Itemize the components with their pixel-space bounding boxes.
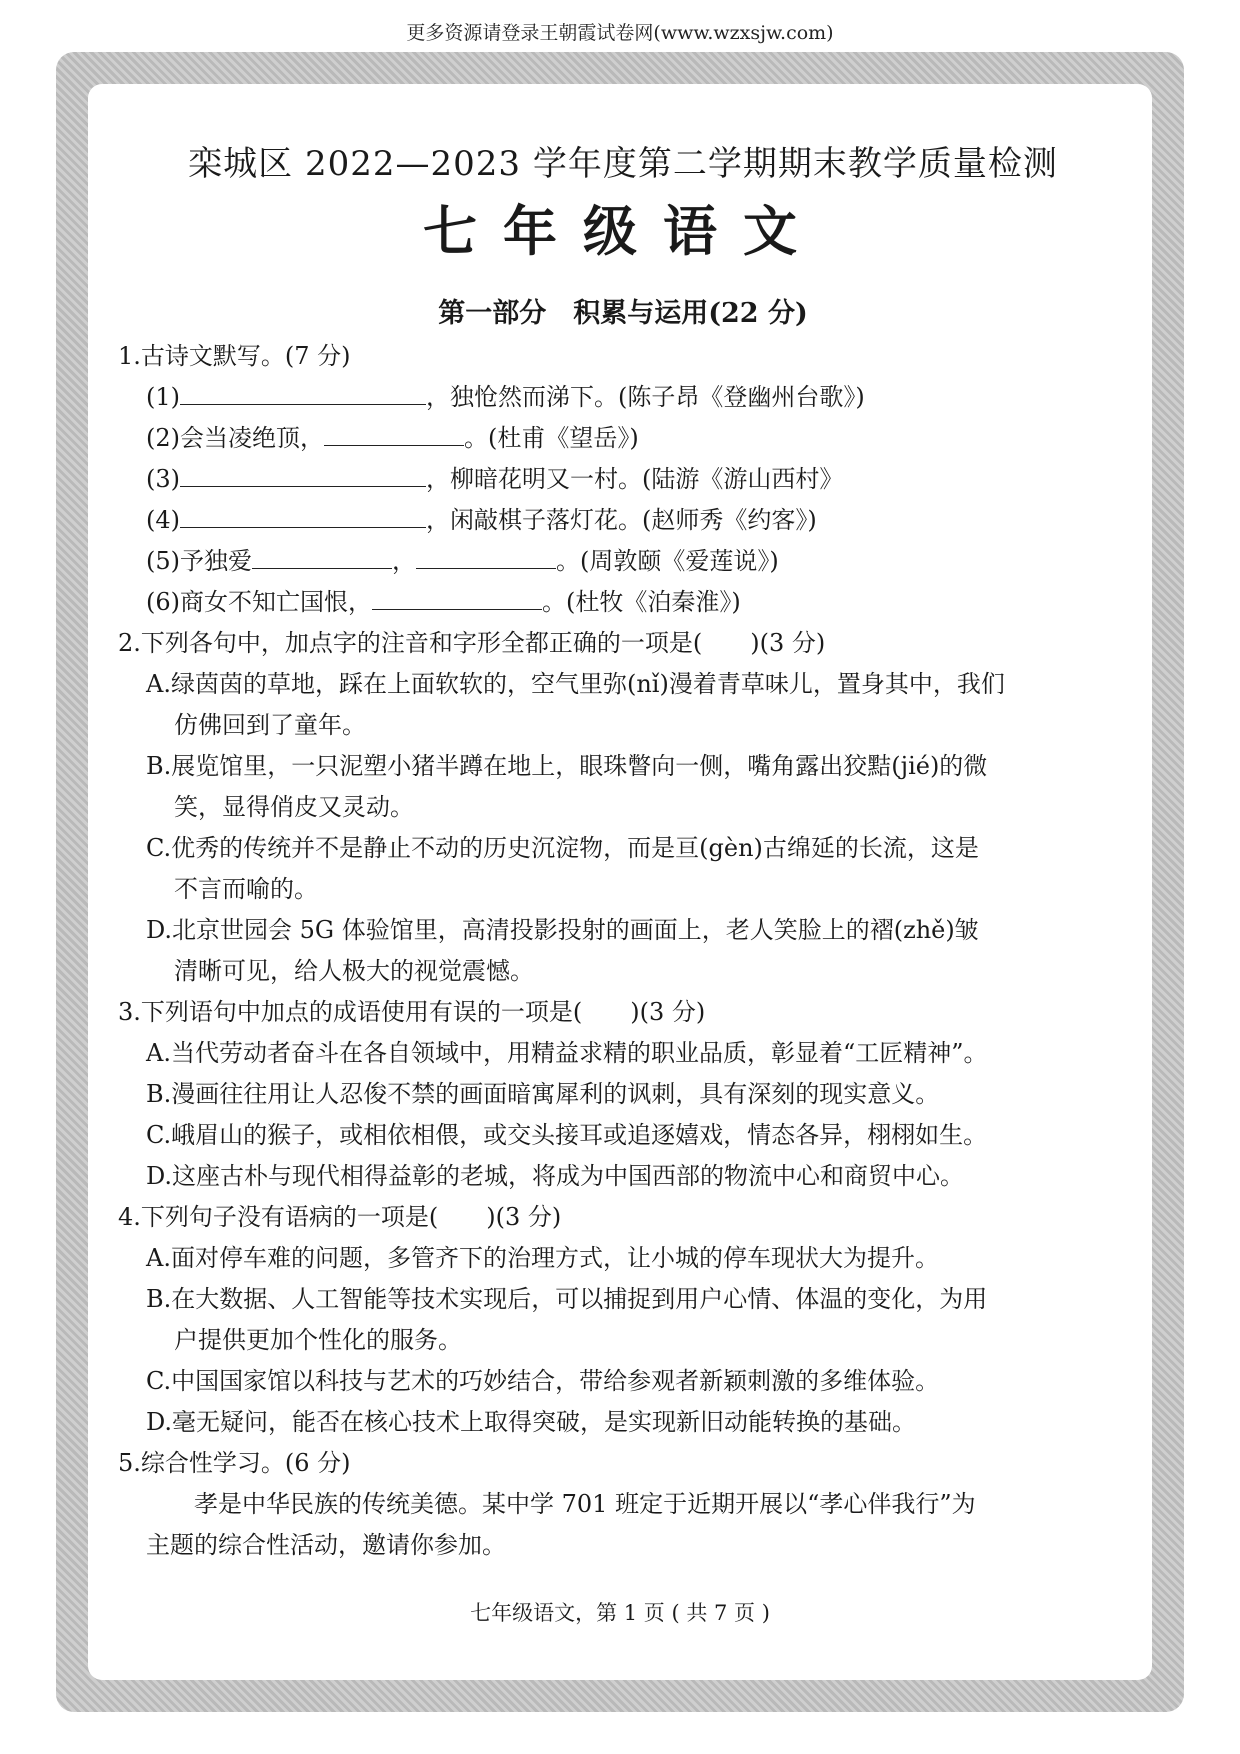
fill-item-6 [146,582,1128,623]
question-3 [118,992,1128,1197]
option-d: D.毫无疑问，能否在核心技术上取得突破，是实现新旧动能转换的基础。 [146,1408,917,1436]
option-a: A.绿茵茵的草地，踩在上面软软的，空气里弥(nǐ)漫着青草味儿，置身其中，我们 [146,670,1005,698]
page-footer: 七年级语文，第 1 页 ( 共 7 页 ) [470,1601,770,1625]
item-separator: ， [392,547,416,575]
item-prefix: (2)会当凌绝顶， [146,424,324,452]
option-d: D.北京世园会 5G 体验馆里，高清投影投射的画面上，老人笑脸上的褶(zhě)皱 [146,916,979,944]
question-5 [118,1443,1128,1566]
option-b-cont: 笑，显得俏皮又灵动。 [174,793,414,821]
exam-content [118,140,1128,1566]
option-c: C.优秀的传统并不是静止不动的历史沉淀物，而是亘(gèn)古绵延的长流，这是 [146,834,979,862]
exam-title: 栾城区 2022—2023 学年度第二学期期末教学质量检测 [188,144,1058,184]
question-stem: 5.综合性学习。(6 分) [118,1449,351,1477]
answer-blank[interactable] [180,378,426,405]
question-stem: 3.下列语句中加点的成语使用有误的一项是( )(3 分) [118,998,706,1026]
subject-title: 七年级语文 [423,199,823,263]
question-stem: 2.下列各句中，加点字的注音和字形全都正确的一项是( )(3 分) [118,629,826,657]
item-suffix: ，闲敲棋子落灯花。(赵师秀《约客》) [426,506,817,534]
item-suffix: ，柳暗花明又一村。(陆游《游山西村》 [426,465,844,493]
fill-item-5 [146,541,1128,582]
item-prefix: (1) [146,383,180,411]
fill-item-1 [146,377,1128,418]
fill-item-2 [146,418,1128,459]
item-suffix: 。(杜牧《泊秦淮》) [542,588,741,616]
option-b: B.漫画往往用让人忍俊不禁的画面暗寓犀利的讽刺，具有深刻的现实意义。 [146,1080,940,1108]
fill-item-3 [146,459,1128,500]
option-b: B.展览馆里，一只泥塑小猪半蹲在地上，眼珠瞥向一侧，嘴角露出狡黠(jié)的微 [146,752,988,780]
option-c: C.峨眉山的猴子，或相依相偎，或交头接耳或追逐嬉戏，情态各异，栩栩如生。 [146,1121,988,1149]
item-prefix: (6)商女不知亡国恨， [146,588,372,616]
question-stem: 4.下列句子没有语病的一项是( )(3 分) [118,1203,562,1231]
item-prefix: (4) [146,506,180,534]
question-4 [118,1197,1128,1443]
site-banner: 更多资源请登录王朝霞试卷网(www.wzxsjw.com) [406,22,834,44]
section-title: 第一部分 积累与运用(22 分) [438,298,808,329]
option-c-cont: 不言而喻的。 [174,875,318,903]
paragraph-cont: 主题的综合性活动，邀请你参加。 [146,1531,506,1559]
option-a-cont: 仿佛回到了童年。 [174,711,366,739]
answer-blank[interactable] [372,583,542,610]
option-b-cont: 户提供更加个性化的服务。 [174,1326,462,1354]
option-b: B.在大数据、人工智能等技术实现后，可以捕捉到用户心情、体温的变化，为用 [146,1285,988,1313]
option-d-cont: 清晰可见，给人极大的视觉震憾。 [174,957,534,985]
option-d: D.这座古朴与现代相得益彰的老城，将成为中国西部的物流中心和商贸中心。 [146,1162,965,1190]
option-a: A.当代劳动者奋斗在各自领域中，用精益求精的职业品质，彰显着“工匠精神”。 [146,1039,988,1067]
paragraph: 孝是中华民族的传统美德。某中学 701 班定于近期开展以“孝心伴我行”为 [194,1490,976,1518]
question-2 [118,623,1128,992]
answer-blank[interactable] [416,542,556,569]
fill-item-4 [146,500,1128,541]
option-a: A.面对停车难的问题，多管齐下的治理方式，让小城的停车现状大为提升。 [146,1244,939,1272]
item-suffix: ，独怆然而涕下。(陈子昂《登幽州台歌》) [426,383,865,411]
item-prefix: (5)予独爱 [146,547,252,575]
question-stem: 1.古诗文默写。(7 分) [118,342,351,370]
answer-blank[interactable] [324,419,464,446]
answer-blank[interactable] [180,501,426,528]
answer-blank[interactable] [180,460,426,487]
item-prefix: (3) [146,465,180,493]
item-suffix: 。(杜甫《望岳》) [464,424,639,452]
answer-blank[interactable] [252,542,392,569]
item-suffix: 。(周敦颐《爱莲说》) [556,547,779,575]
option-c: C.中国国家馆以科技与艺术的巧妙结合，带给参观者新颖刺激的多维体验。 [146,1367,940,1395]
question-1 [118,336,1128,623]
